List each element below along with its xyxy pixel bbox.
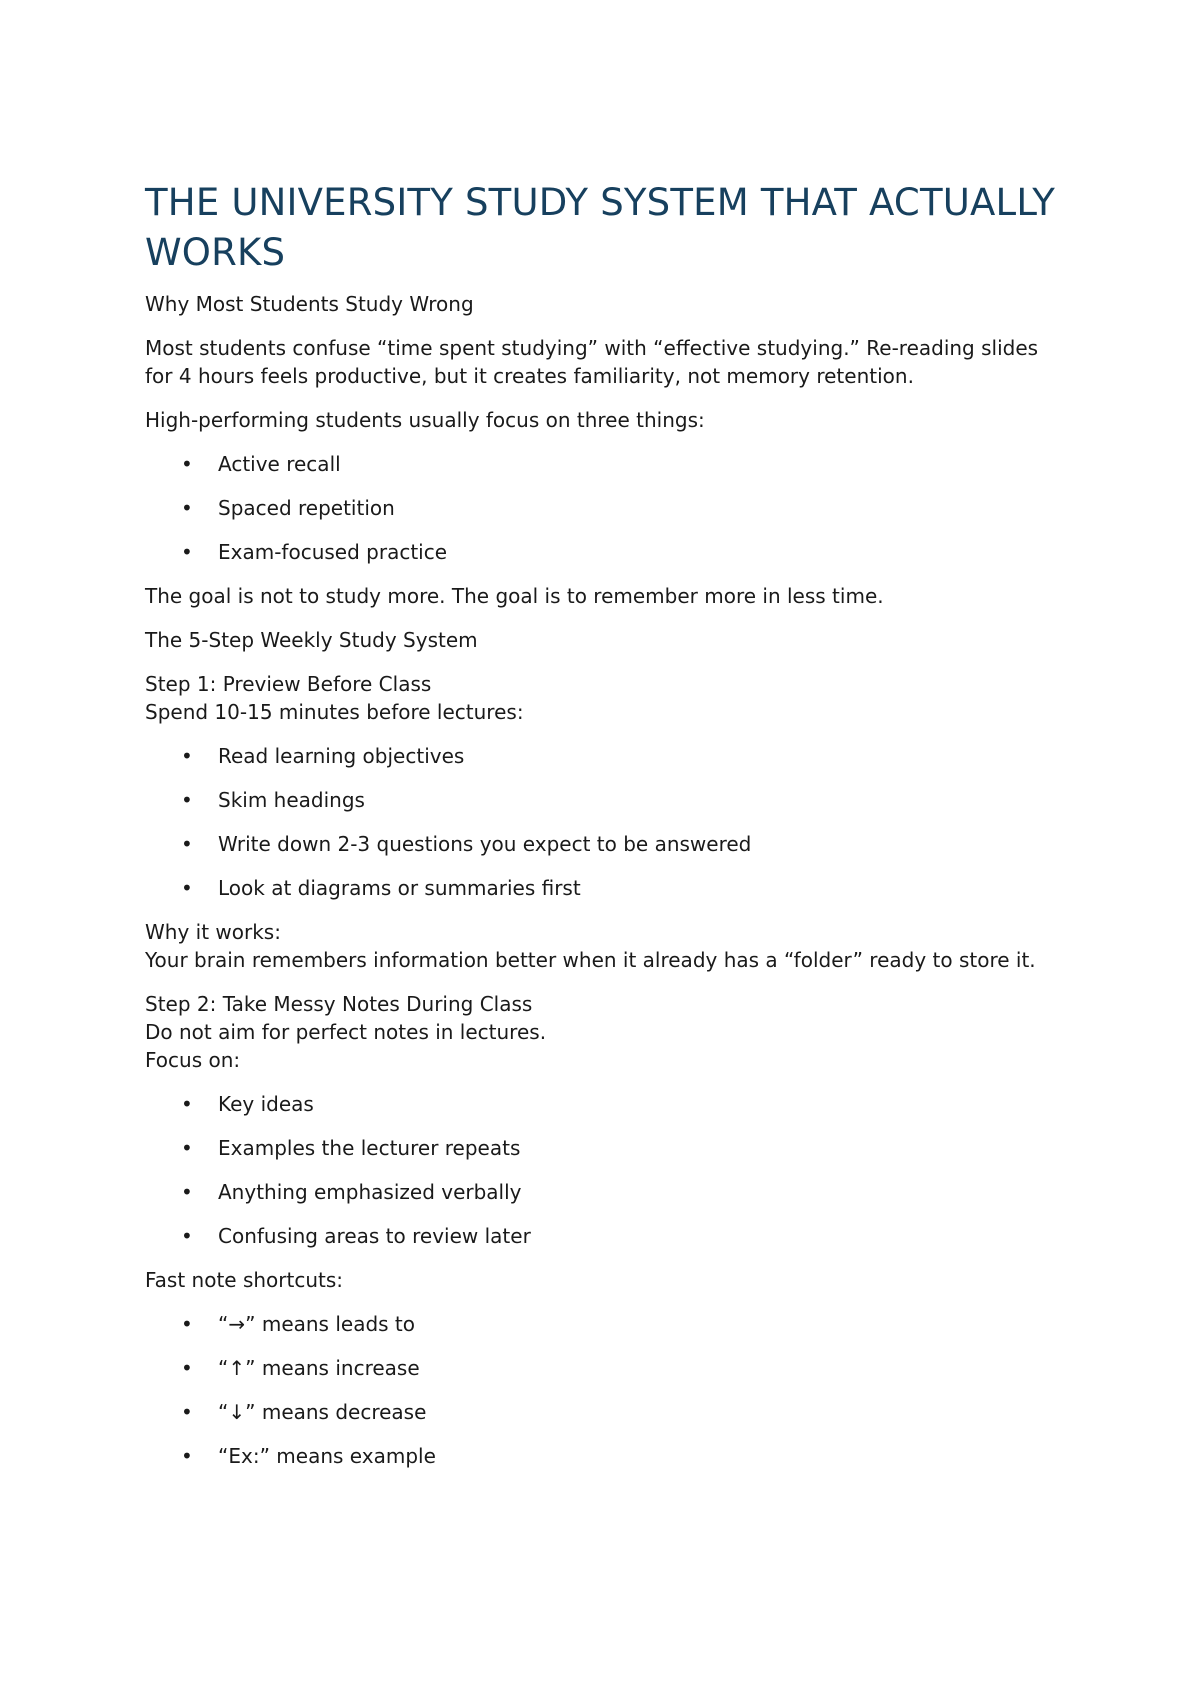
bullet-icon: • xyxy=(181,1136,193,1160)
list-item: • Key ideas xyxy=(181,1092,314,1116)
bullet-icon: • xyxy=(181,1224,193,1248)
list-step2-focus xyxy=(145,1090,1065,1250)
bullet-icon: • xyxy=(181,788,193,812)
list-item: • “↓” means decrease xyxy=(181,1400,427,1424)
step2-line2: Focus on: xyxy=(145,1048,241,1072)
step1-title: Step 1: Preview Before Class xyxy=(145,672,432,696)
bullet-icon: • xyxy=(181,540,193,564)
bullet-icon: • xyxy=(181,1092,193,1116)
list-shortcuts xyxy=(145,1310,1065,1470)
bullet-icon: • xyxy=(181,1444,193,1468)
list-item: • Skim headings xyxy=(181,788,365,812)
list-item: • Spaced repetition xyxy=(181,496,395,520)
list-item: • “→” means leads to xyxy=(181,1312,416,1336)
list-item: • Confusing areas to review later xyxy=(181,1224,531,1248)
list-item: • “Ex:” means example xyxy=(181,1444,436,1468)
list-item: • Look at diagrams or summaries first xyxy=(181,876,581,900)
step1-intro: Spend 10-15 minutes before lectures: xyxy=(145,700,524,724)
list-item: • Write down 2-3 questions you expect to be answered xyxy=(181,832,752,856)
bullet-icon: • xyxy=(181,496,193,520)
document-title: THE UNIVERSITY STUDY SYSTEM THAT ACTUALLY WORKS xyxy=(145,181,1056,274)
paragraph-high-performing: High-performing students usually focus on three things: xyxy=(145,408,705,432)
bullet-icon: • xyxy=(181,1400,193,1424)
document-page xyxy=(145,178,1065,1486)
list-item: • Anything emphasized verbally xyxy=(181,1180,522,1204)
shortcuts-label: Fast note shortcuts: xyxy=(145,1268,344,1292)
step1-why-label: Why it works: xyxy=(145,920,281,944)
bullet-icon: • xyxy=(181,452,193,476)
list-item: • Exam-focused practice xyxy=(181,540,448,564)
list-item: • “↑” means increase xyxy=(181,1356,420,1380)
step1-why-text: Your brain remembers information better when it already has a “folder” ready to store it. xyxy=(145,948,1036,972)
bullet-icon: • xyxy=(181,1356,193,1380)
list-step1 xyxy=(145,742,1065,902)
paragraph-confuse-time: Most students confuse “time spent studying” with “effective studying.” Re-reading slides for 4 hours feels productive, but it creates familiarity, not memory retention. xyxy=(145,336,1039,388)
section-heading-weekly-system: The 5-Step Weekly Study System xyxy=(145,628,478,652)
list-item: • Read learning objectives xyxy=(181,744,465,768)
step2-title: Step 2: Take Messy Notes During Class xyxy=(145,992,533,1016)
paragraph-goal: The goal is not to study more. The goal is to remember more in less time. xyxy=(145,584,884,608)
bullet-icon: • xyxy=(181,1312,193,1336)
bullet-icon: • xyxy=(181,832,193,856)
bullet-icon: • xyxy=(181,744,193,768)
list-item: • Examples the lecturer repeats xyxy=(181,1136,521,1160)
section-heading-why-wrong: Why Most Students Study Wrong xyxy=(145,292,474,316)
list-three-things xyxy=(145,450,1065,566)
list-item: • Active recall xyxy=(181,452,341,476)
bullet-icon: • xyxy=(181,1180,193,1204)
step2-line1: Do not aim for perfect notes in lectures. xyxy=(145,1020,547,1044)
bullet-icon: • xyxy=(181,876,193,900)
